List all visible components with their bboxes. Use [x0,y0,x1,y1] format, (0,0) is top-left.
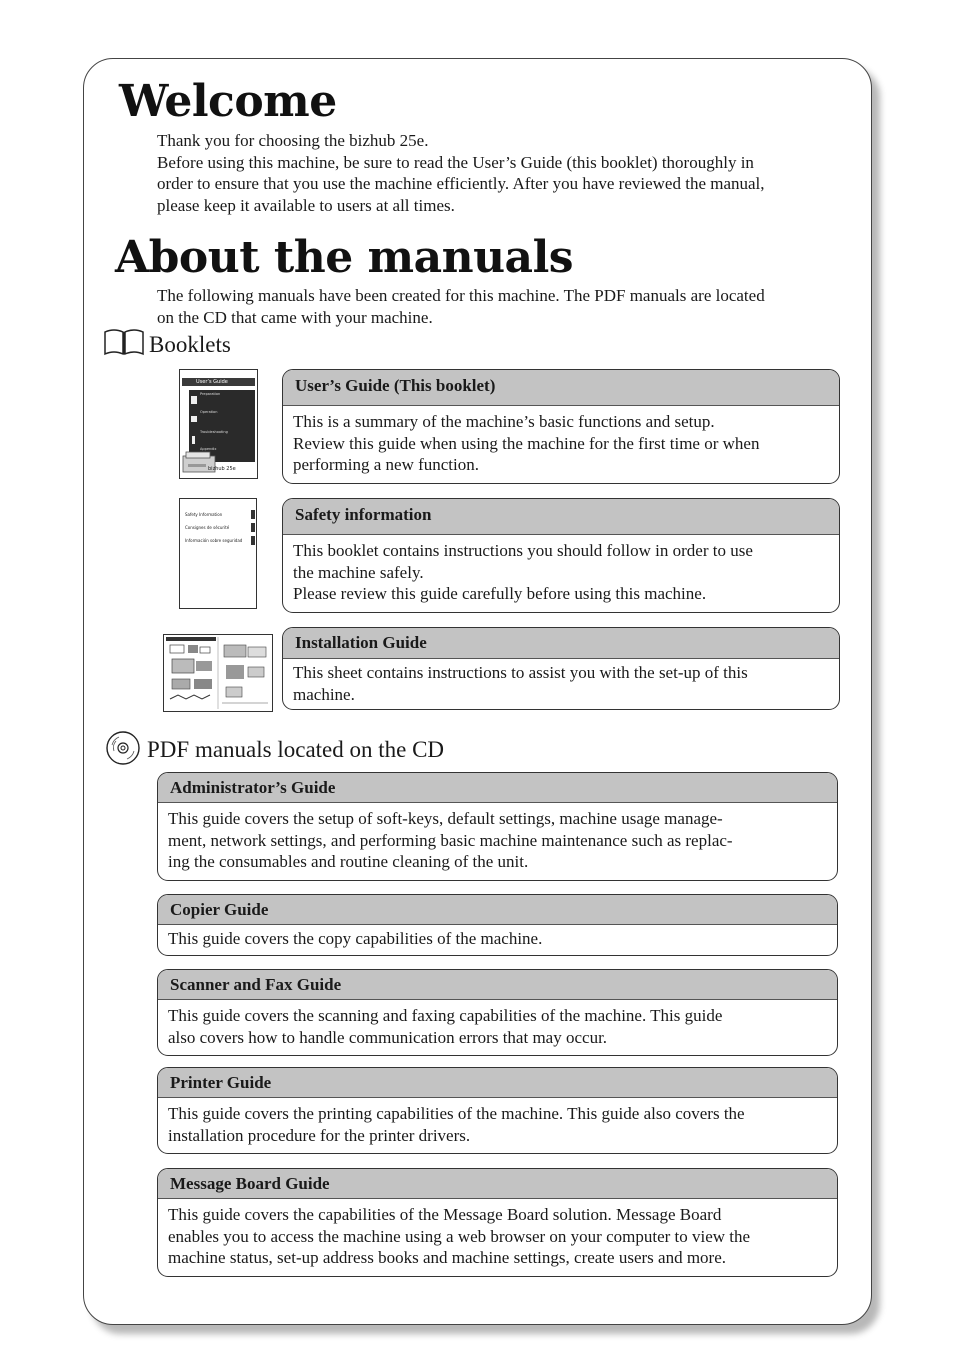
box-body [283,535,839,605]
pdf-manuals-heading-label: PDF manuals located on the CD [147,737,445,762]
box-body [158,803,837,873]
safety-info-thumbnail [179,498,257,609]
about-title: About the manuals [115,232,574,283]
users-guide-box [282,369,840,484]
about-line: on the CD that came with your machine. [157,307,433,327]
box-line: ing the consumables and routine cleaning of the unit. [168,852,529,871]
box-body [158,925,837,950]
thumb-entry: Safety Information [185,512,223,517]
box-line: This guide covers the setup of soft-keys, default settings, machine usage manage- [168,809,723,828]
box-title: Printer Guide [158,1068,837,1098]
box-title: User’s Guide (This booklet) [283,370,839,406]
printer-illustration [180,450,220,476]
box-title: Installation Guide [283,628,839,659]
installation-sheet-diagram [164,635,272,711]
box-title: Copier Guide [158,895,837,925]
booklets-heading [103,328,231,362]
administrators-guide-box [157,772,838,881]
welcome-line: order to ensure that you use the machine efficiently. After you have reviewed the manual, [157,174,765,193]
copier-guide-box [157,894,838,956]
box-line: This is a summary of the machine’s basic functions and setup. [293,412,715,431]
box-line: enables you to access the machine using a web browser on your computer to view the [168,1226,751,1246]
box-line: Review this guide when using the machine for the first time or when [293,433,760,453]
box-line: This sheet contains instructions to assist you with the set-up of this [293,663,748,682]
box-line: This guide covers the printing capabilities of the machine. This guide also covers the [168,1104,745,1123]
box-title: Message Board Guide [158,1169,837,1199]
box-line: This booklet contains instructions you should follow in order to use [293,541,753,560]
box-line: ment, network settings, and performing basic machine maintenance such as replac- [168,830,733,850]
box-title: Scanner and Fax Guide [158,970,837,1000]
welcome-title: Welcome [119,76,337,127]
thumb-brand: bizhub 25e [208,466,236,472]
box-line: This guide covers the capabilities of the Message Board solution. Message Board [168,1205,722,1224]
thumb-section: Appendix [200,447,217,451]
thumb-section: Operation [200,410,218,414]
safety-info-box [282,498,840,613]
pdf-manuals-heading [103,729,444,771]
box-line: also covers how to handle communication errors that may occur. [168,1027,608,1047]
printer-guide-box [157,1067,838,1154]
box-line: performing a new function. [293,455,479,474]
thumb-header-bar [182,378,255,386]
box-line: machine status, set-up address books and machine settings, create users and more. [168,1248,727,1267]
thumb-entry: Consignes de sécurité [185,525,230,530]
thumb-section: Preparation [200,392,221,396]
scanner-fax-guide-box [157,969,838,1056]
thumb-section: Troubleshooting [200,430,228,434]
installation-guide-box [282,627,840,710]
box-line: This guide covers the copy capabilities of the machine. [168,929,543,948]
thumb-header-label: User’s Guide [196,379,228,385]
thumb-entry: Información sobre seguridad [185,538,243,543]
about-text [157,285,857,328]
box-body [158,1000,837,1048]
message-board-guide-box [157,1168,838,1277]
box-line: Please review this guide carefully before using this machine. [293,584,707,603]
box-body [283,406,839,476]
box-body [283,659,839,705]
box-title: Safety information [283,499,839,535]
box-line: This guide covers the scanning and faxing capabilities of the machine. This guide [168,1006,723,1025]
about-line: The following manuals have been created for this machine. The PDF manuals are located [157,286,765,305]
box-body [158,1199,837,1269]
welcome-text [157,130,857,216]
booklets-heading-label: Booklets [149,332,231,357]
welcome-line: please keep it available to users at all times. [157,195,455,215]
box-line: machine. [293,684,355,704]
book-icon [103,328,145,362]
box-body [158,1098,837,1146]
users-guide-thumbnail [179,369,258,479]
installation-guide-thumbnail [163,634,273,712]
welcome-line: Thank you for choosing the bizhub 25e. [157,131,429,150]
box-line: installation procedure for the printer drivers. [168,1125,471,1145]
box-title: Administrator’s Guide [158,773,837,803]
cd-icon [103,729,143,771]
welcome-line: Before using this machine, be sure to read the User’s Guide (this booklet) thoroughly in [157,152,754,172]
box-line: the machine safely. [293,562,424,582]
